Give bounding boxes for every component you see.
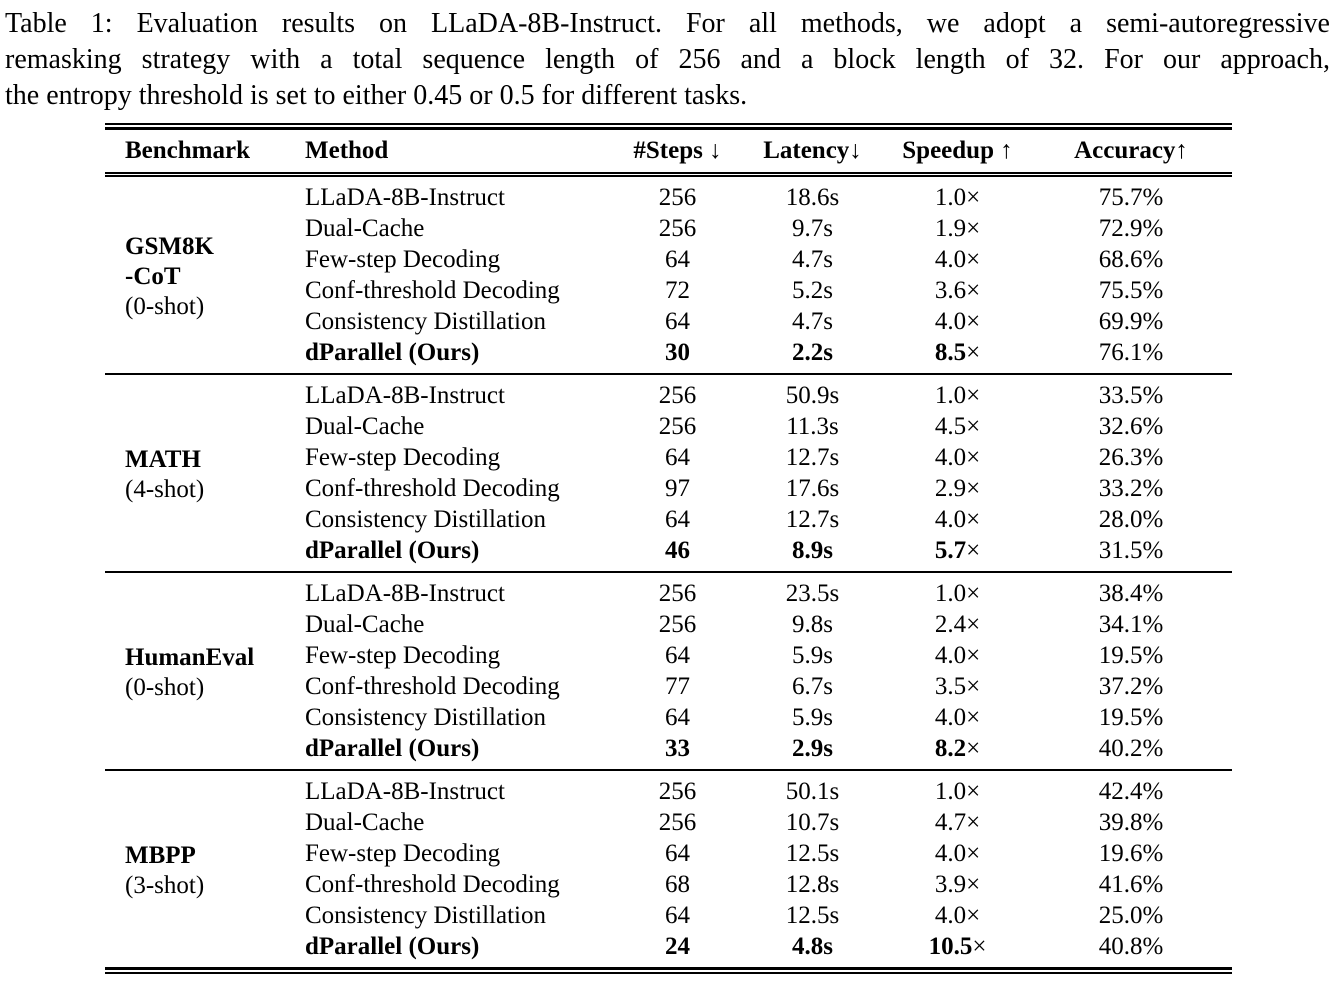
benchmark-name: -CoT: [125, 263, 181, 290]
speedup-value: 4.0: [934, 703, 967, 731]
speedup-cell: [885, 174, 1030, 213]
times-sign: ×: [966, 412, 981, 440]
times-sign: ×: [966, 381, 981, 409]
speedup-value: 3.5: [934, 672, 967, 700]
times-sign: ×: [966, 536, 981, 564]
accuracy-cell: 38.4%: [1098, 579, 1164, 607]
accuracy-cell: 68.6%: [1098, 245, 1164, 273]
latency-cell: 12.7s: [785, 505, 840, 533]
col-header-benchmark: [105, 130, 305, 174]
header-label: Speedup: [902, 136, 994, 164]
latency-cell: 6.7s: [792, 672, 833, 700]
steps-cell: 72: [665, 276, 690, 304]
speedup-value: 5.7: [934, 536, 967, 564]
steps-cell: 33: [665, 734, 690, 762]
speedup-cell: [885, 275, 1030, 306]
times-sign: ×: [972, 932, 987, 960]
latency-cell: 4.7s: [792, 307, 833, 335]
steps-cell: 97: [665, 474, 690, 502]
steps-cell: 30: [665, 338, 690, 366]
accuracy-cell: 34.1%: [1098, 610, 1164, 638]
header-label: Benchmark: [125, 136, 250, 164]
benchmark-block: [105, 770, 1232, 967]
results-table: [105, 130, 1232, 967]
method-cell: dParallel (Ours): [305, 536, 480, 564]
times-sign: ×: [966, 245, 981, 273]
accuracy-cell: 33.5%: [1098, 381, 1164, 409]
speedup-cell: [885, 337, 1030, 374]
method-cell: LLaDA-8B-Instruct: [305, 777, 505, 805]
speedup-cell: [885, 572, 1030, 609]
col-header-accuracy: [1030, 130, 1232, 174]
speedup-cell: [885, 900, 1030, 931]
speedup-cell: [885, 807, 1030, 838]
latency-cell: 17.6s: [785, 474, 840, 502]
speedup-cell: [885, 869, 1030, 900]
latency-cell: 50.1s: [785, 777, 840, 805]
accuracy-cell: 76.1%: [1098, 338, 1164, 366]
method-cell: Few-step Decoding: [305, 839, 501, 867]
down-arrow-icon: ↓: [702, 136, 722, 164]
method-cell: LLaDA-8B-Instruct: [305, 579, 505, 607]
speedup-cell: [885, 838, 1030, 869]
steps-cell: 64: [665, 641, 690, 669]
accuracy-cell: 75.5%: [1098, 276, 1164, 304]
speedup-value: 4.0: [934, 245, 967, 273]
steps-cell: 256: [658, 214, 697, 242]
table-row: [105, 374, 1232, 411]
times-sign: ×: [966, 214, 981, 242]
speedup-value: 4.0: [934, 901, 967, 929]
latency-cell: 4.8s: [792, 932, 833, 960]
steps-cell: 256: [658, 412, 697, 440]
speedup-value: 2.9: [934, 474, 967, 502]
speedup-value: 4.0: [934, 505, 967, 533]
speedup-value: 4.0: [934, 307, 967, 335]
times-sign: ×: [966, 276, 981, 304]
benchmark-block: [105, 174, 1232, 374]
speedup-cell: [885, 244, 1030, 275]
bottom-rule-thick: [105, 967, 1232, 970]
times-sign: ×: [966, 474, 981, 502]
speedup-value: 1.0: [934, 579, 967, 607]
times-sign: ×: [966, 870, 981, 898]
accuracy-cell: 33.2%: [1098, 474, 1164, 502]
steps-cell: 64: [665, 307, 690, 335]
times-sign: ×: [966, 901, 981, 929]
header-row: [105, 130, 1232, 174]
method-cell: Conf-threshold Decoding: [305, 870, 560, 898]
times-sign: ×: [966, 579, 981, 607]
speedup-value: 1.0: [934, 381, 967, 409]
benchmark-cell: [105, 174, 305, 374]
method-cell: Consistency Distillation: [305, 505, 546, 533]
benchmark-shot-label: (4-shot): [125, 476, 205, 503]
method-cell: Consistency Distillation: [305, 703, 546, 731]
header-label: Method: [305, 136, 389, 164]
benchmark-name: MATH: [125, 446, 201, 473]
speedup-cell: [885, 671, 1030, 702]
method-cell: dParallel (Ours): [305, 932, 480, 960]
latency-cell: 2.9s: [792, 734, 833, 762]
latency-cell: 23.5s: [785, 579, 840, 607]
method-cell: Consistency Distillation: [305, 901, 546, 929]
speedup-value: 3.6: [934, 276, 967, 304]
accuracy-cell: 42.4%: [1098, 777, 1164, 805]
latency-cell: 2.2s: [792, 338, 833, 366]
speedup-value: 1.0: [934, 183, 967, 211]
accuracy-cell: 37.2%: [1098, 672, 1164, 700]
steps-cell: 256: [658, 381, 697, 409]
times-sign: ×: [966, 505, 981, 533]
accuracy-cell: 69.9%: [1098, 307, 1164, 335]
benchmark-name: GSM8K: [125, 233, 214, 260]
method-cell: dParallel (Ours): [305, 734, 480, 762]
method-cell: Few-step Decoding: [305, 641, 501, 669]
latency-cell: 5.9s: [792, 703, 833, 731]
latency-cell: 12.5s: [785, 839, 840, 867]
benchmark-shot-label: (0-shot): [125, 293, 205, 320]
accuracy-cell: 39.8%: [1098, 808, 1164, 836]
accuracy-cell: 19.5%: [1098, 641, 1164, 669]
speedup-value: 10.5: [928, 932, 973, 960]
steps-cell: 256: [658, 808, 697, 836]
times-sign: ×: [966, 183, 981, 211]
caption-line-2: remasking strategy with a total sequence length of 256 and a block length of 32. For our approach,: [5, 44, 1330, 75]
speedup-cell: [885, 473, 1030, 504]
steps-cell: 64: [665, 505, 690, 533]
steps-cell: 256: [658, 777, 697, 805]
caption-line-1: Table 1: Evaluation results on LLaDA-8B-Instruct. For all methods, we adopt a semi-autoregressive: [5, 8, 1330, 39]
accuracy-cell: 31.5%: [1098, 536, 1164, 564]
speedup-value: 8.5: [934, 338, 967, 366]
accuracy-cell: 32.6%: [1098, 412, 1164, 440]
benchmark-block: [105, 572, 1232, 770]
table-header: [105, 130, 1232, 174]
times-sign: ×: [966, 703, 981, 731]
steps-cell: 256: [658, 579, 697, 607]
method-cell: Few-step Decoding: [305, 245, 501, 273]
benchmark-cell: [105, 770, 305, 967]
header-label: Latency: [763, 136, 850, 164]
steps-cell: 64: [665, 703, 690, 731]
col-header-latency: [740, 130, 885, 174]
speedup-cell: [885, 770, 1030, 807]
speedup-cell: [885, 702, 1030, 733]
speedup-cell: [885, 931, 1030, 967]
accuracy-cell: 26.3%: [1098, 443, 1164, 471]
col-header-steps: [615, 130, 740, 174]
speedup-value: 1.0: [934, 777, 967, 805]
method-cell: Few-step Decoding: [305, 443, 501, 471]
steps-cell: 256: [658, 183, 697, 211]
accuracy-cell: 19.5%: [1098, 703, 1164, 731]
accuracy-cell: 25.0%: [1098, 901, 1164, 929]
speedup-cell: [885, 442, 1030, 473]
header-label: Accuracy: [1074, 136, 1176, 164]
steps-cell: 64: [665, 245, 690, 273]
steps-cell: 24: [665, 932, 690, 960]
speedup-value: 4.7: [934, 808, 967, 836]
latency-cell: 12.8s: [785, 870, 840, 898]
times-sign: ×: [966, 641, 981, 669]
latency-cell: 8.9s: [792, 536, 833, 564]
times-sign: ×: [966, 338, 981, 366]
speedup-value: 4.5: [934, 412, 967, 440]
latency-cell: 5.2s: [792, 276, 833, 304]
bottom-rule-thin: [105, 972, 1232, 974]
times-sign: ×: [966, 443, 981, 471]
latency-cell: 9.8s: [792, 610, 833, 638]
col-header-speedup: [885, 130, 1030, 174]
speedup-value: 1.9: [934, 214, 967, 242]
times-sign: ×: [966, 839, 981, 867]
speedup-cell: [885, 609, 1030, 640]
method-cell: Consistency Distillation: [305, 307, 546, 335]
speedup-cell: [885, 733, 1030, 770]
latency-cell: 12.7s: [785, 443, 840, 471]
steps-cell: 46: [665, 536, 690, 564]
times-sign: ×: [966, 610, 981, 638]
benchmark-cell: [105, 572, 305, 770]
speedup-cell: [885, 640, 1030, 671]
latency-cell: 12.5s: [785, 901, 840, 929]
times-sign: ×: [966, 734, 981, 762]
accuracy-cell: 28.0%: [1098, 505, 1164, 533]
table-caption: [0, 0, 1336, 114]
header-label: #Steps: [633, 136, 703, 164]
accuracy-cell: 19.6%: [1098, 839, 1164, 867]
method-cell: dParallel (Ours): [305, 338, 480, 366]
speedup-cell: [885, 213, 1030, 244]
latency-cell: 5.9s: [792, 641, 833, 669]
method-cell: Dual-Cache: [305, 808, 425, 836]
method-cell: Dual-Cache: [305, 610, 425, 638]
table-row: [105, 174, 1232, 213]
latency-cell: 50.9s: [785, 381, 840, 409]
steps-cell: 77: [665, 672, 690, 700]
table-row: [105, 770, 1232, 807]
accuracy-cell: 40.2%: [1098, 734, 1164, 762]
steps-cell: 64: [665, 443, 690, 471]
accuracy-cell: 72.9%: [1098, 214, 1164, 242]
accuracy-cell: 40.8%: [1098, 932, 1164, 960]
col-header-method: [305, 130, 615, 174]
latency-cell: 9.7s: [792, 214, 833, 242]
caption-line-3: the entropy threshold is set to either 0.45 or 0.5 for different tasks.: [5, 80, 748, 111]
latency-cell: 18.6s: [785, 183, 840, 211]
benchmark-cell: [105, 374, 305, 572]
latency-cell: 10.7s: [785, 808, 840, 836]
method-cell: LLaDA-8B-Instruct: [305, 183, 505, 211]
times-sign: ×: [966, 777, 981, 805]
latency-cell: 11.3s: [786, 412, 839, 440]
method-cell: Conf-threshold Decoding: [305, 672, 560, 700]
speedup-value: 4.0: [934, 839, 967, 867]
latency-cell: 4.7s: [792, 245, 833, 273]
method-cell: Dual-Cache: [305, 214, 425, 242]
method-cell: Conf-threshold Decoding: [305, 276, 560, 304]
accuracy-cell: 75.7%: [1098, 183, 1164, 211]
benchmark-shot-label: (0-shot): [125, 674, 205, 701]
method-cell: Dual-Cache: [305, 412, 425, 440]
method-cell: Conf-threshold Decoding: [305, 474, 560, 502]
top-rule-thin: [105, 123, 1232, 125]
benchmark-shot-label: (3-shot): [125, 872, 205, 899]
up-arrow-icon: ↑: [993, 136, 1013, 164]
speedup-value: 3.9: [934, 870, 967, 898]
down-arrow-icon: ↓: [849, 136, 862, 164]
steps-cell: 68: [665, 870, 690, 898]
benchmark-name: HumanEval: [125, 644, 255, 671]
steps-cell: 256: [658, 610, 697, 638]
times-sign: ×: [966, 307, 981, 335]
speedup-value: 2.4: [934, 610, 967, 638]
speedup-cell: [885, 306, 1030, 337]
speedup-cell: [885, 374, 1030, 411]
speedup-value: 4.0: [934, 641, 967, 669]
speedup-cell: [885, 411, 1030, 442]
benchmark-name: MBPP: [125, 842, 196, 869]
benchmark-block: [105, 374, 1232, 572]
up-arrow-icon: ↑: [1175, 136, 1188, 164]
steps-cell: 64: [665, 839, 690, 867]
speedup-value: 4.0: [934, 443, 967, 471]
method-cell: LLaDA-8B-Instruct: [305, 381, 505, 409]
speedup-value: 8.2: [934, 734, 967, 762]
accuracy-cell: 41.6%: [1098, 870, 1164, 898]
times-sign: ×: [966, 672, 981, 700]
speedup-cell: [885, 535, 1030, 572]
speedup-cell: [885, 504, 1030, 535]
steps-cell: 64: [665, 901, 690, 929]
times-sign: ×: [966, 808, 981, 836]
table-wrap: [105, 123, 1232, 974]
table-row: [105, 572, 1232, 609]
